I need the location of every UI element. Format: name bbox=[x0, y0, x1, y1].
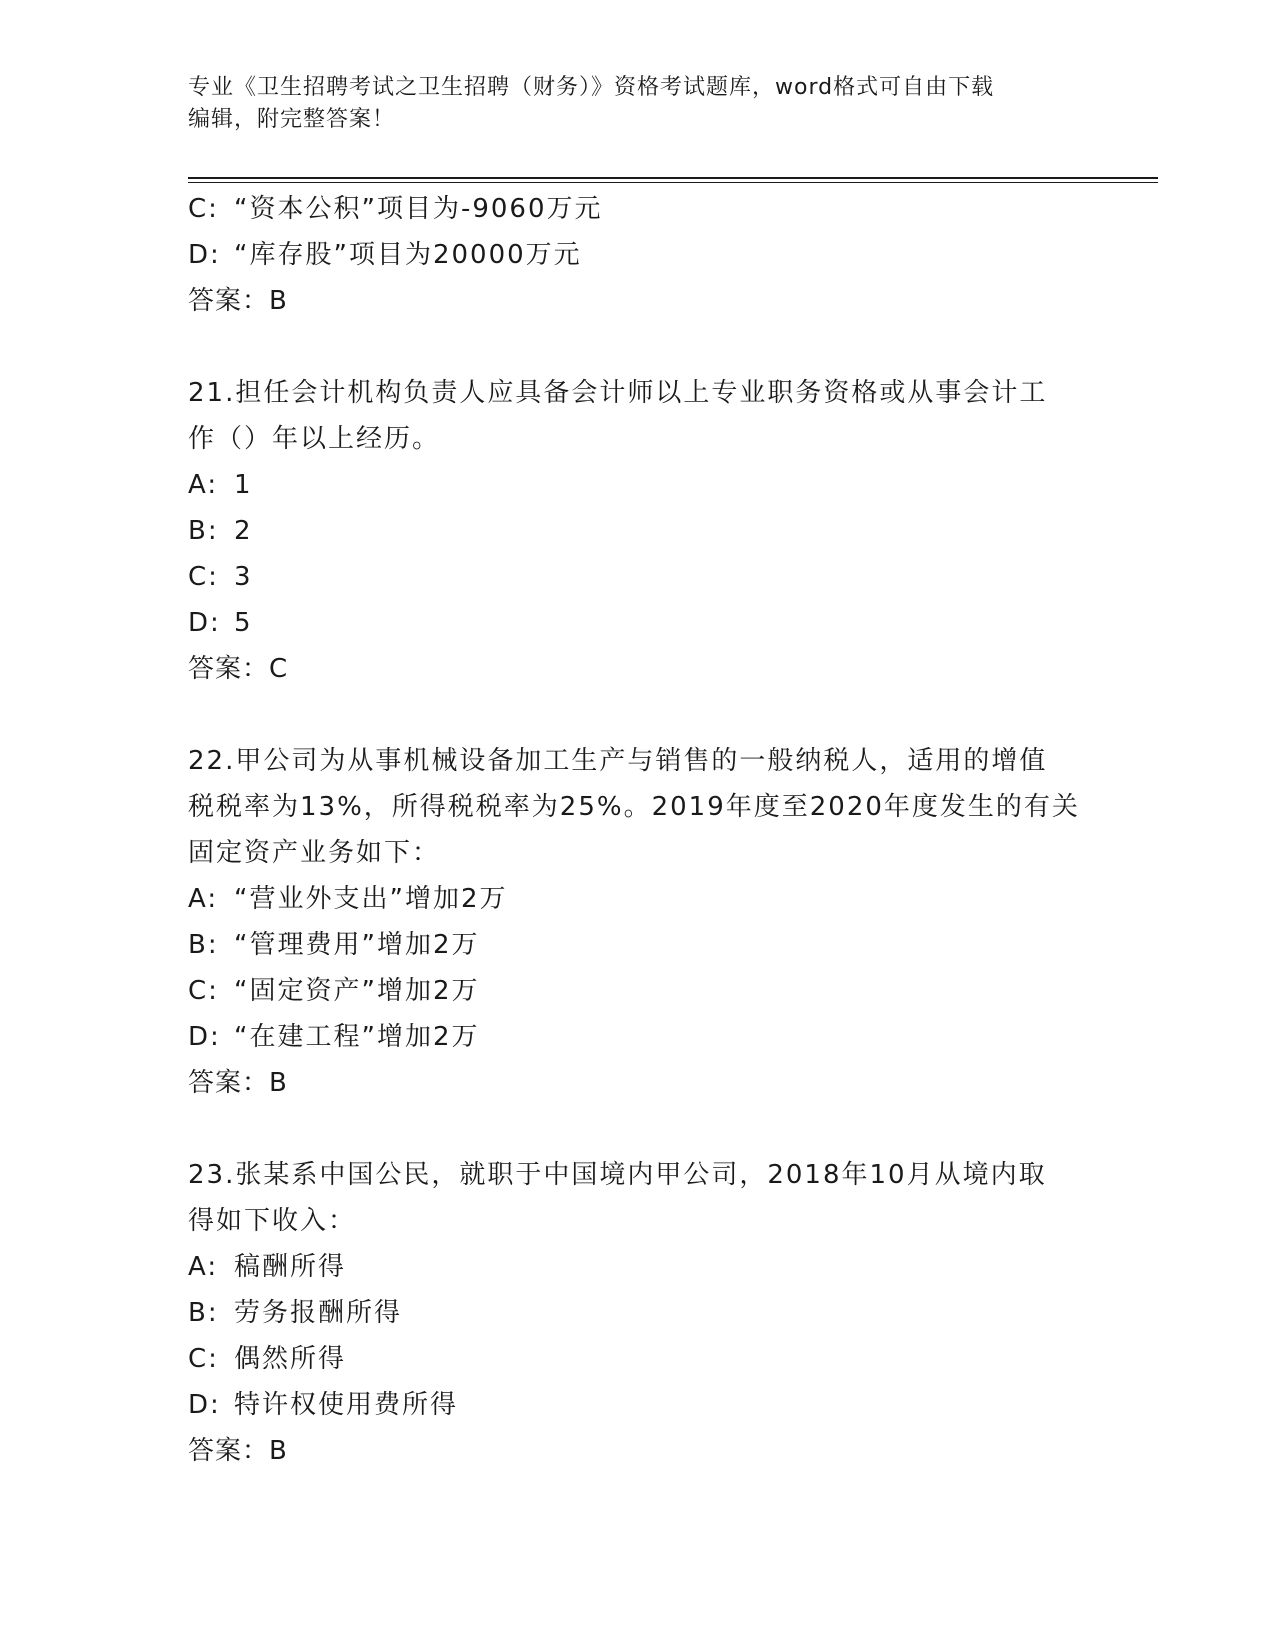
option-row bbox=[188, 554, 1088, 600]
option-label: A: bbox=[188, 1252, 219, 1282]
spacer bbox=[188, 1106, 1088, 1152]
question-stem: 21.担任会计机构负责人应具备会计师以上专业职务资格或从事会计工 bbox=[188, 378, 1048, 408]
option-label: C: bbox=[188, 562, 219, 592]
question-stem: 固定资产业务如下： bbox=[188, 838, 441, 868]
option-row bbox=[188, 1244, 1088, 1290]
question-21 bbox=[188, 370, 1088, 692]
option-text: 稿酬所得 bbox=[234, 1252, 347, 1282]
question-22 bbox=[188, 738, 1088, 1106]
option-row bbox=[188, 876, 1088, 922]
option-text: “固定资产”增加2万 bbox=[234, 976, 480, 1006]
option-row bbox=[188, 232, 1088, 278]
option-row bbox=[188, 922, 1088, 968]
option-label: D: bbox=[188, 608, 221, 638]
option-label: A: bbox=[188, 884, 219, 914]
option-label: B: bbox=[188, 930, 219, 960]
answer-line: 答案：C bbox=[188, 654, 289, 684]
header-line-1: 专业《卫生招聘考试之卫生招聘（财务）》资格考试题库，word格式可自由下载 bbox=[188, 75, 995, 100]
option-text: 劳务报酬所得 bbox=[234, 1298, 403, 1328]
option-label: A: bbox=[188, 470, 219, 500]
option-label: C: bbox=[188, 1344, 219, 1374]
option-label: C: bbox=[188, 976, 219, 1006]
option-text: “库存股”项目为20000万元 bbox=[234, 240, 582, 270]
header-divider-thin bbox=[188, 182, 1158, 183]
option-row bbox=[188, 186, 1088, 232]
question-stem: 作（）年以上经历。 bbox=[188, 424, 441, 454]
option-row bbox=[188, 508, 1088, 554]
option-row bbox=[188, 1382, 1088, 1428]
question-stem: 22.甲公司为从事机械设备加工生产与销售的一般纳税人，适用的增值 bbox=[188, 746, 1048, 776]
question-stem: 税税率为13%，所得税税率为25%。2019年度至2020年度发生的有关 bbox=[188, 792, 1080, 822]
answer-line: 答案：B bbox=[188, 286, 288, 316]
option-text: “管理费用”增加2万 bbox=[234, 930, 480, 960]
option-text: “营业外支出”增加2万 bbox=[234, 884, 508, 914]
option-label: B: bbox=[188, 516, 219, 546]
option-text: 偶然所得 bbox=[234, 1344, 347, 1374]
option-label: C: bbox=[188, 194, 219, 224]
option-text: “资本公积”项目为-9060万元 bbox=[234, 194, 603, 224]
option-label: D: bbox=[188, 1022, 221, 1052]
document-header bbox=[188, 72, 1088, 136]
header-divider-thick bbox=[188, 177, 1158, 179]
option-text: 2 bbox=[234, 516, 253, 546]
option-row bbox=[188, 1014, 1088, 1060]
option-label: D: bbox=[188, 1390, 221, 1420]
answer-line: 答案：B bbox=[188, 1436, 288, 1466]
option-text: “在建工程”增加2万 bbox=[234, 1022, 480, 1052]
option-row bbox=[188, 1290, 1088, 1336]
option-row bbox=[188, 1336, 1088, 1382]
question-list bbox=[188, 186, 1088, 1474]
spacer bbox=[188, 324, 1088, 370]
option-row bbox=[188, 968, 1088, 1014]
option-row bbox=[188, 600, 1088, 646]
option-text: 5 bbox=[234, 608, 253, 638]
option-label: B: bbox=[188, 1298, 219, 1328]
question-stem: 得如下收入： bbox=[188, 1206, 357, 1236]
header-line-2: 编辑，附完整答案！ bbox=[188, 107, 396, 132]
option-text: 特许权使用费所得 bbox=[234, 1390, 459, 1420]
option-text: 3 bbox=[234, 562, 253, 592]
option-text: 1 bbox=[234, 470, 253, 500]
answer-line: 答案：B bbox=[188, 1068, 288, 1098]
option-label: D: bbox=[188, 240, 221, 270]
question-stem: 23.张某系中国公民，就职于中国境内甲公司，2018年10月从境内取 bbox=[188, 1160, 1047, 1190]
option-row bbox=[188, 462, 1088, 508]
question-23 bbox=[188, 1152, 1088, 1474]
prev-question bbox=[188, 186, 1088, 324]
spacer bbox=[188, 692, 1088, 738]
